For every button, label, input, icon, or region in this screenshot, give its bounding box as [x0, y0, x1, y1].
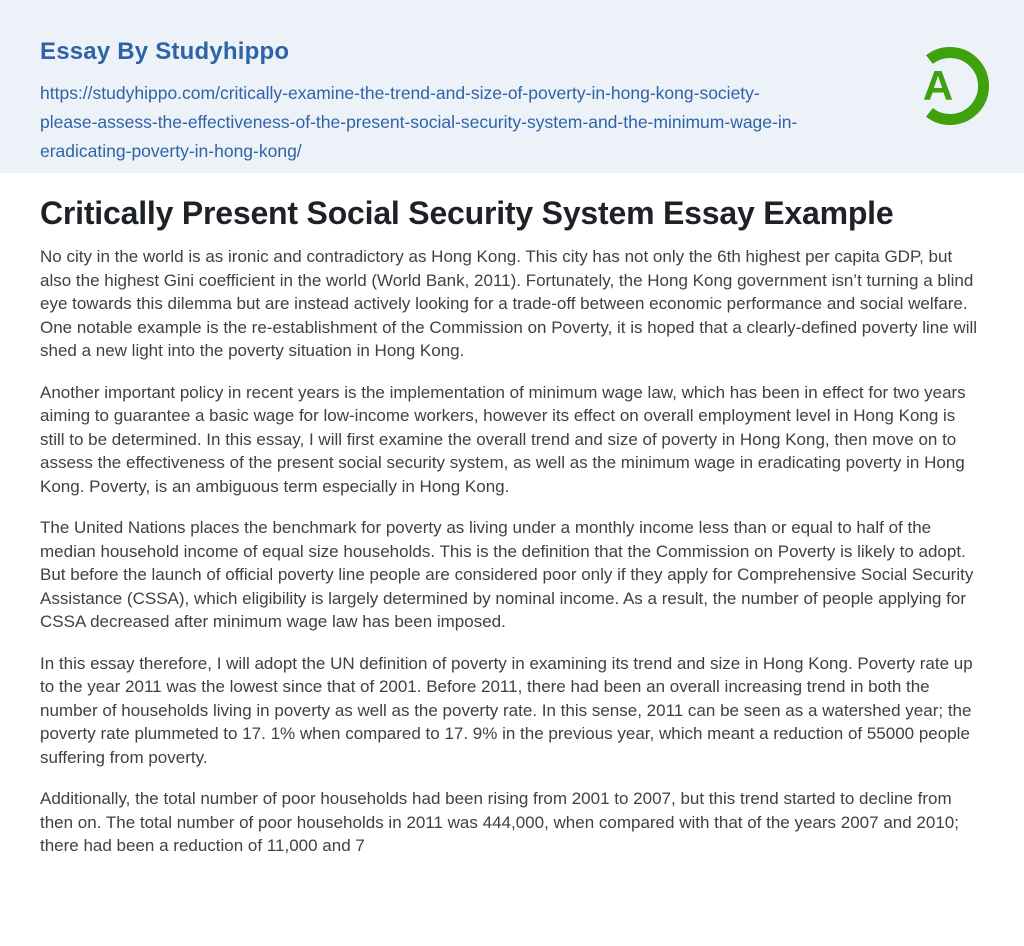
- header: [0, 0, 1024, 173]
- page-title: Critically Present Social Security System Essay Example: [40, 195, 894, 231]
- studyhippo-logo: [908, 44, 990, 128]
- essay-url-link[interactable]: https://studyhippo.com/critically-examine-the-trend-and-size-of-poverty-in-hong-kong-society-please-assess-the-effectiveness-of-the-present-social-security-system-and-the-minimum-wage-in-eradicating-poverty-in-hong-kong/: [40, 83, 798, 161]
- essay-paragraph-5: Additionally, the total number of poor households had been rising from 2001 to 2007, but this trend started to decline from then on. The total number of poor households in 2011 was 444,000, when compared with that of the years 2007 and 2010; there had been a reduction of 11,000 and 7: [40, 789, 959, 855]
- essay-paragraph-4: In this essay therefore, I will adopt the UN definition of poverty in examining its trend and size in Hong Kong. Poverty rate up to the year 2011 was the lowest since that of 2001. Before 2011, there had been an overall increasing trend in both the number of households living in poverty as well as the poverty rate. In this sense, 2011 can be seen as a watershed year; the poverty rate plummeted to 17. 1% when compared to 17. 9% in the previous year, which meant a reduction of 55000 people suffering from poverty.: [40, 653, 973, 767]
- essay-article: [0, 195, 1024, 858]
- studyhippo-logo-icon: [908, 44, 990, 128]
- essay-paragraph-2: Another important policy in recent years is the implementation of minimum wage law, which has been in effect for two years aiming to guarantee a basic wage for low-income workers, however its effect on overall employment level in Hong Kong is still to be determined. In this essay, I will first examine the overall trend and size of poverty in Hong Kong, then move on to assess the effectiveness of the present social security system, as well as the minimum wage in eradicating poverty in Hong Kong. Poverty, is an ambiguous term especially in Hong Kong.: [40, 382, 966, 496]
- essay-paragraph-3: The United Nations places the benchmark for poverty as living under a monthly income less than or equal to half of the median household income of equal size households. This is the definition that the Commission on Poverty is likely to adopt. But before the launch of official poverty line people are considered poor only if they apply for Comprehensive Social Security Assistance (CSSA), which eligibility is largely determined by nominal income. As a result, the number of people applying for CSSA decreased after minimum wage law has been imposed.: [40, 518, 974, 631]
- site-title: Essay By Studyhippo: [40, 38, 290, 65]
- logo-letter: A: [922, 62, 954, 109]
- essay-paragraph-1: No city in the world is as ironic and contradictory as Hong Kong. This city has not only the 6th highest per capita GDP, but also the highest Gini coefficient in the world (World Bank, 2011). Fortunately, the Hong Kong government isn’t turning a blind eye towards this dilemma but are instead actively looking for a trade-off between economic performance and social welfare. One notable example is the re-establishment of the Commission on Poverty, it is hoped that a clearly-defined poverty line will shed a new light into the poverty situation in Hong Kong.: [40, 247, 978, 360]
